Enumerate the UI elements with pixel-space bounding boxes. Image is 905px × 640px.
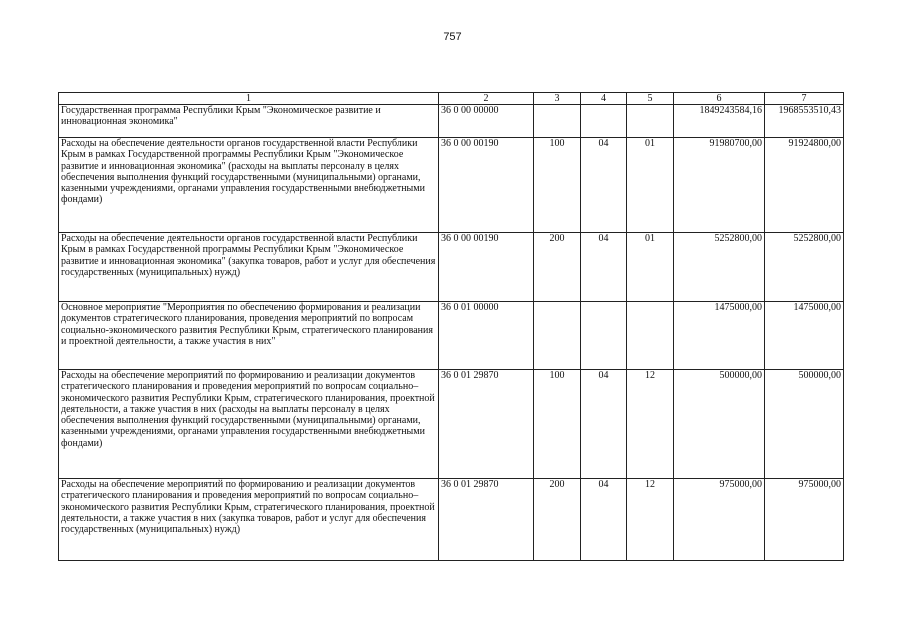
item-name: Расходы на обеспечение деятельности органов государственной власти Республики Крым в рамках Государственной программы Республики Крым "Экономическое развитие и инновационная экономика" (закупка товаров, работ и услуг для обеспечения государственных (муниципальных) нужд) — [59, 233, 439, 302]
expense-type — [534, 105, 581, 138]
column-number: 5 — [627, 93, 674, 105]
subsection: 01 — [627, 138, 674, 233]
target-code: 36 0 01 00000 — [439, 302, 534, 370]
section — [581, 105, 627, 138]
section: 04 — [581, 233, 627, 302]
amount-year-1: 500000,00 — [674, 370, 765, 479]
expense-type: 100 — [534, 138, 581, 233]
table-row — [59, 105, 844, 138]
subsection: 12 — [627, 479, 674, 561]
item-name: Государственная программа Республики Крым "Экономическое развитие и инновационная экономика" — [59, 105, 439, 138]
page-number: 757 — [443, 31, 462, 43]
amount-year-2: 1475000,00 — [765, 302, 844, 370]
item-name: Расходы на обеспечение деятельности органов государственной власти Республики Крым в рамках Государственной программы Республики Крым "Экономическое развитие и инновационная экономика" (расходы на выплаты персоналу в целях обеспечения выполнения функций государственными (муниципальными) органами, казенными учреждениями, органами управления государственными внебюджетными фондами) — [59, 138, 439, 233]
subsection: 12 — [627, 370, 674, 479]
item-name: Расходы на обеспечение мероприятий по формированию и реализации документов стратегического планирования и проведения мероприятий по вопросам социально–экономического развития Республики Крым, стратегического планирования, проектной деятельности, а также участия в них (закупка товаров, работ и услуг для обеспечения государственных (муниципальных) нужд) — [59, 479, 439, 561]
column-number: 4 — [581, 93, 627, 105]
column-number: 1 — [59, 93, 439, 105]
budget-table — [58, 92, 844, 561]
amount-year-1: 1475000,00 — [674, 302, 765, 370]
expense-type: 200 — [534, 479, 581, 561]
target-code: 36 0 00 00000 — [439, 105, 534, 138]
target-code: 36 0 00 00190 — [439, 138, 534, 233]
target-code: 36 0 00 00190 — [439, 233, 534, 302]
amount-year-2: 500000,00 — [765, 370, 844, 479]
amount-year-1: 1849243584,16 — [674, 105, 765, 138]
item-name: Расходы на обеспечение мероприятий по формированию и реализации документов стратегического планирования и проведения мероприятий по вопросам социально–экономического развития Республики Крым, стратегического планирования, проектной деятельности, а также участия в них (расходы на выплаты персоналу в целях обеспечения выполнения функций государственными (муниципальными) органами, казенными учреждениями, органами управления государственными внебюджетными фондами) — [59, 370, 439, 479]
target-code: 36 0 01 29870 — [439, 370, 534, 479]
column-number: 7 — [765, 93, 844, 105]
column-number: 2 — [439, 93, 534, 105]
item-name: Основное мероприятие "Мероприятия по обеспечению формирования и реализации документов стратегического планирования, проведения мероприятий по вопросам социально-экономического развития Республики Крым, стратегического планирования и проектной деятельности, а также участия в них" — [59, 302, 439, 370]
subsection: 01 — [627, 233, 674, 302]
amount-year-2: 975000,00 — [765, 479, 844, 561]
table-row — [59, 138, 844, 233]
table-row — [59, 302, 844, 370]
expense-type: 200 — [534, 233, 581, 302]
column-number-row — [59, 93, 844, 105]
expense-type — [534, 302, 581, 370]
subsection — [627, 105, 674, 138]
amount-year-1: 91980700,00 — [674, 138, 765, 233]
section: 04 — [581, 138, 627, 233]
section: 04 — [581, 370, 627, 479]
amount-year-2: 91924800,00 — [765, 138, 844, 233]
amount-year-1: 5252800,00 — [674, 233, 765, 302]
amount-year-2: 5252800,00 — [765, 233, 844, 302]
target-code: 36 0 01 29870 — [439, 479, 534, 561]
amount-year-1: 975000,00 — [674, 479, 765, 561]
table-row — [59, 479, 844, 561]
section — [581, 302, 627, 370]
subsection — [627, 302, 674, 370]
table-row — [59, 233, 844, 302]
section: 04 — [581, 479, 627, 561]
amount-year-2: 1968553510,43 — [765, 105, 844, 138]
column-number: 6 — [674, 93, 765, 105]
expense-type: 100 — [534, 370, 581, 479]
column-number: 3 — [534, 93, 581, 105]
table-row — [59, 370, 844, 479]
